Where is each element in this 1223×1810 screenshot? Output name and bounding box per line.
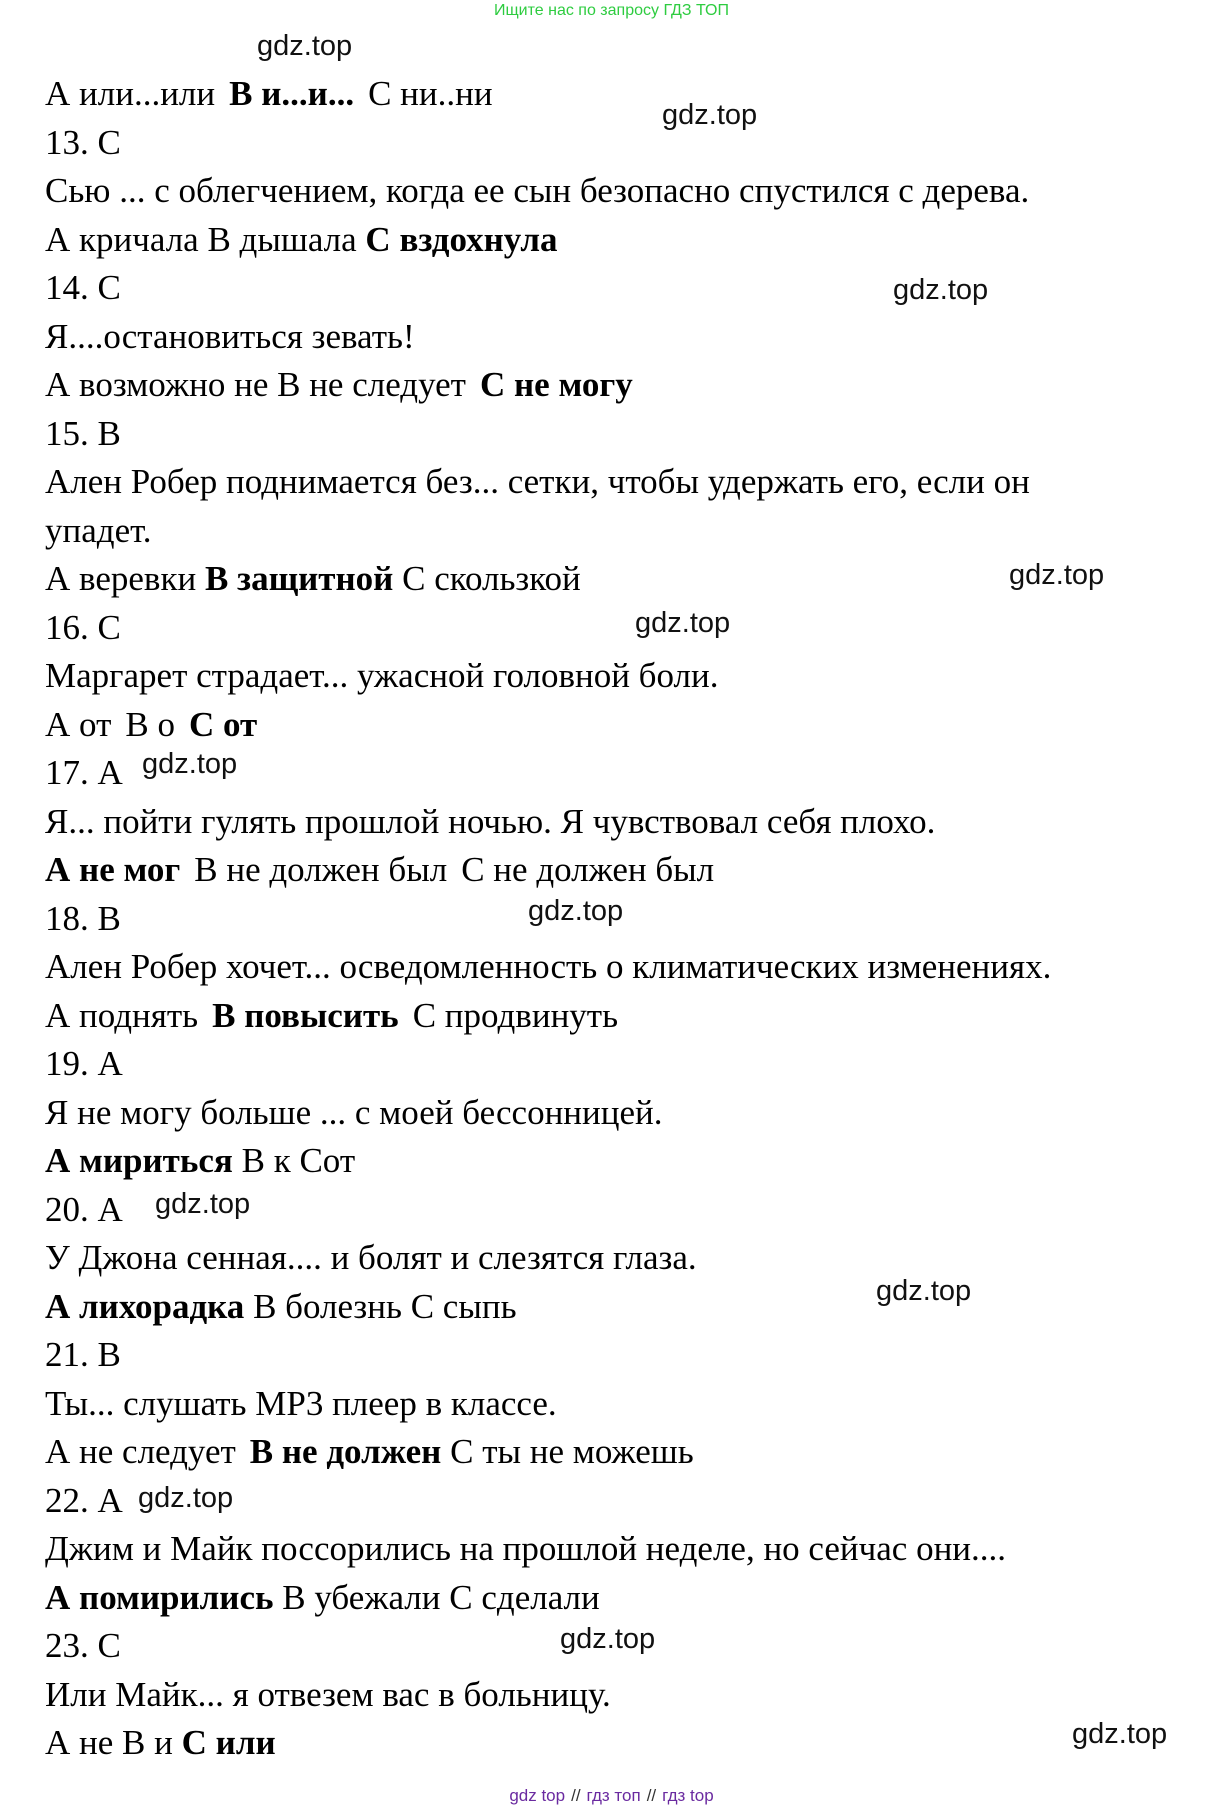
text-line [45, 947, 1051, 987]
text-segment: В о [125, 704, 175, 744]
text-line [45, 1384, 557, 1424]
answer-option-correct: А помирились [45, 1577, 274, 1617]
bottom-banner-link-3[interactable]: гдз top [662, 1786, 714, 1805]
text-segment: 17. А [45, 753, 123, 792]
watermark: gdz.top [257, 30, 353, 62]
watermark: gdz.top [635, 607, 731, 639]
text-segment: Джим и Майк поссорились на прошлой неделе, но сейчас они.... [45, 1529, 1007, 1568]
text-segment: В убежали С сделали [273, 1577, 600, 1617]
text-segment: А от [45, 704, 112, 744]
bottom-banner-separator: // [571, 1786, 581, 1805]
answer-option-correct: С вздохнула [365, 219, 558, 259]
text-segment: 14. С [45, 268, 121, 307]
text-line [45, 462, 1030, 502]
text-line [45, 608, 121, 648]
answer-option-correct: С от [188, 704, 258, 744]
text-segment: В болезнь С сыпь [244, 1286, 517, 1326]
text-segment: Я... пойти гулять прошлой ночью. Я чувствовал себя плохо. [45, 801, 936, 841]
text-line [45, 1044, 123, 1084]
watermark: gdz.top [155, 1188, 251, 1220]
text-segment: упадет. [45, 510, 152, 550]
text-segment: Ален Робер поднимается без... сетки, чтобы удержать его, если он [45, 462, 1030, 501]
text-line [45, 753, 123, 793]
text-line [45, 1529, 1006, 1569]
text-line [45, 705, 257, 745]
answer-option-correct: В защитной [204, 559, 394, 598]
bottom-banner [0, 1786, 1223, 1806]
text-segment: С ты не можешь [441, 1432, 694, 1471]
text-line [45, 1481, 123, 1521]
text-line [45, 1723, 276, 1763]
answer-option-correct: С или [181, 1723, 276, 1762]
answer-option-correct: А лихорадка [45, 1286, 245, 1326]
text-segment: Ален Робер хочет... осведомленность о климатических изменениях. [45, 947, 1052, 986]
text-line [45, 74, 493, 114]
watermark: gdz.top [662, 99, 758, 131]
bottom-banner-link-1[interactable]: gdz top [509, 1786, 566, 1805]
text-segment: 15. В [45, 413, 121, 453]
text-segment: С продвинуть [412, 995, 619, 1035]
text-segment: С скользкой [393, 559, 581, 598]
text-line [45, 1335, 121, 1375]
text-line [45, 511, 152, 551]
text-segment: 23. С [45, 1626, 121, 1665]
text-segment: 18. В [45, 898, 121, 938]
text-segment: А или...или [45, 74, 216, 113]
text-line [45, 559, 581, 599]
text-line [45, 1432, 694, 1472]
text-segment: У Джона сенная.... и болят и слезятся глаза. [45, 1238, 697, 1277]
text-segment: 16. С [45, 607, 121, 647]
answer-option-correct: А мириться [45, 1141, 233, 1180]
text-line [45, 656, 718, 696]
text-segment: 22. А [45, 1480, 123, 1520]
text-segment: А не В и [45, 1723, 182, 1762]
text-line [45, 123, 121, 163]
answer-option-correct: В повысить [212, 995, 399, 1035]
text-line [45, 268, 121, 308]
bottom-banner-link-2[interactable]: гдз топ [586, 1786, 641, 1805]
text-line [45, 1287, 517, 1327]
text-segment: Я не могу больше ... с моей бессонницей. [45, 1092, 663, 1132]
text-line [45, 1190, 123, 1230]
text-line [45, 1238, 697, 1278]
text-line [45, 220, 558, 260]
watermark: gdz.top [528, 895, 624, 927]
text-line [45, 899, 121, 939]
text-segment: С ни..ни [368, 74, 493, 113]
text-segment: В к Сот [232, 1141, 356, 1180]
text-line [45, 850, 714, 890]
text-segment: А поднять [45, 995, 199, 1035]
answer-option-correct: С не могу [479, 365, 633, 404]
text-line [45, 1675, 611, 1715]
text-segment: 13. С [45, 122, 121, 162]
text-segment: Маргарет страдает... ужасной головной боли. [45, 656, 719, 695]
text-segment: Или Майк... я отвезем вас в больницу. [45, 1674, 611, 1714]
watermark: gdz.top [142, 748, 238, 780]
watermark: gdz.top [138, 1482, 234, 1514]
text-line [45, 414, 121, 454]
text-line [45, 802, 935, 842]
text-segment: А кричала В дышала [45, 219, 366, 259]
top-banner: Ищите нас по запросу ГДЗ ТОП [494, 2, 729, 19]
text-segment: А возможно не В не следует [45, 365, 466, 404]
text-segment: 19. А [45, 1044, 123, 1083]
text-segment: 21. В [45, 1335, 121, 1374]
text-segment: Ты... слушать MP3 плеер в классе. [45, 1383, 557, 1423]
bottom-banner-separator: // [646, 1786, 657, 1805]
text-line [45, 1626, 121, 1666]
watermark: gdz.top [1009, 559, 1105, 591]
text-segment: А веревки [45, 559, 205, 598]
text-line [45, 1141, 355, 1181]
answer-option-correct: А не мог [45, 850, 181, 889]
watermark: gdz.top [893, 274, 989, 306]
text-line [45, 1093, 663, 1133]
answer-option-correct: В и...и... [229, 74, 355, 113]
text-segment: С не должен был [461, 850, 715, 889]
text-segment: Сью ... с облегчением, когда ее сын безопасно спустился с дерева. [45, 171, 1030, 210]
text-segment: 20. А [45, 1189, 123, 1229]
answer-option-correct: В не должен [249, 1432, 442, 1471]
text-line [45, 996, 618, 1036]
text-segment: Я....остановиться зевать! [45, 316, 415, 356]
text-line [45, 1578, 600, 1618]
watermark: gdz.top [876, 1275, 972, 1307]
text-line [45, 171, 1029, 211]
text-line [45, 365, 633, 405]
watermark: gdz.top [560, 1623, 656, 1655]
text-line [45, 317, 415, 357]
text-segment: А не следует [45, 1432, 236, 1471]
watermark: gdz.top [1072, 1718, 1168, 1750]
text-segment: В не должен был [194, 850, 448, 889]
